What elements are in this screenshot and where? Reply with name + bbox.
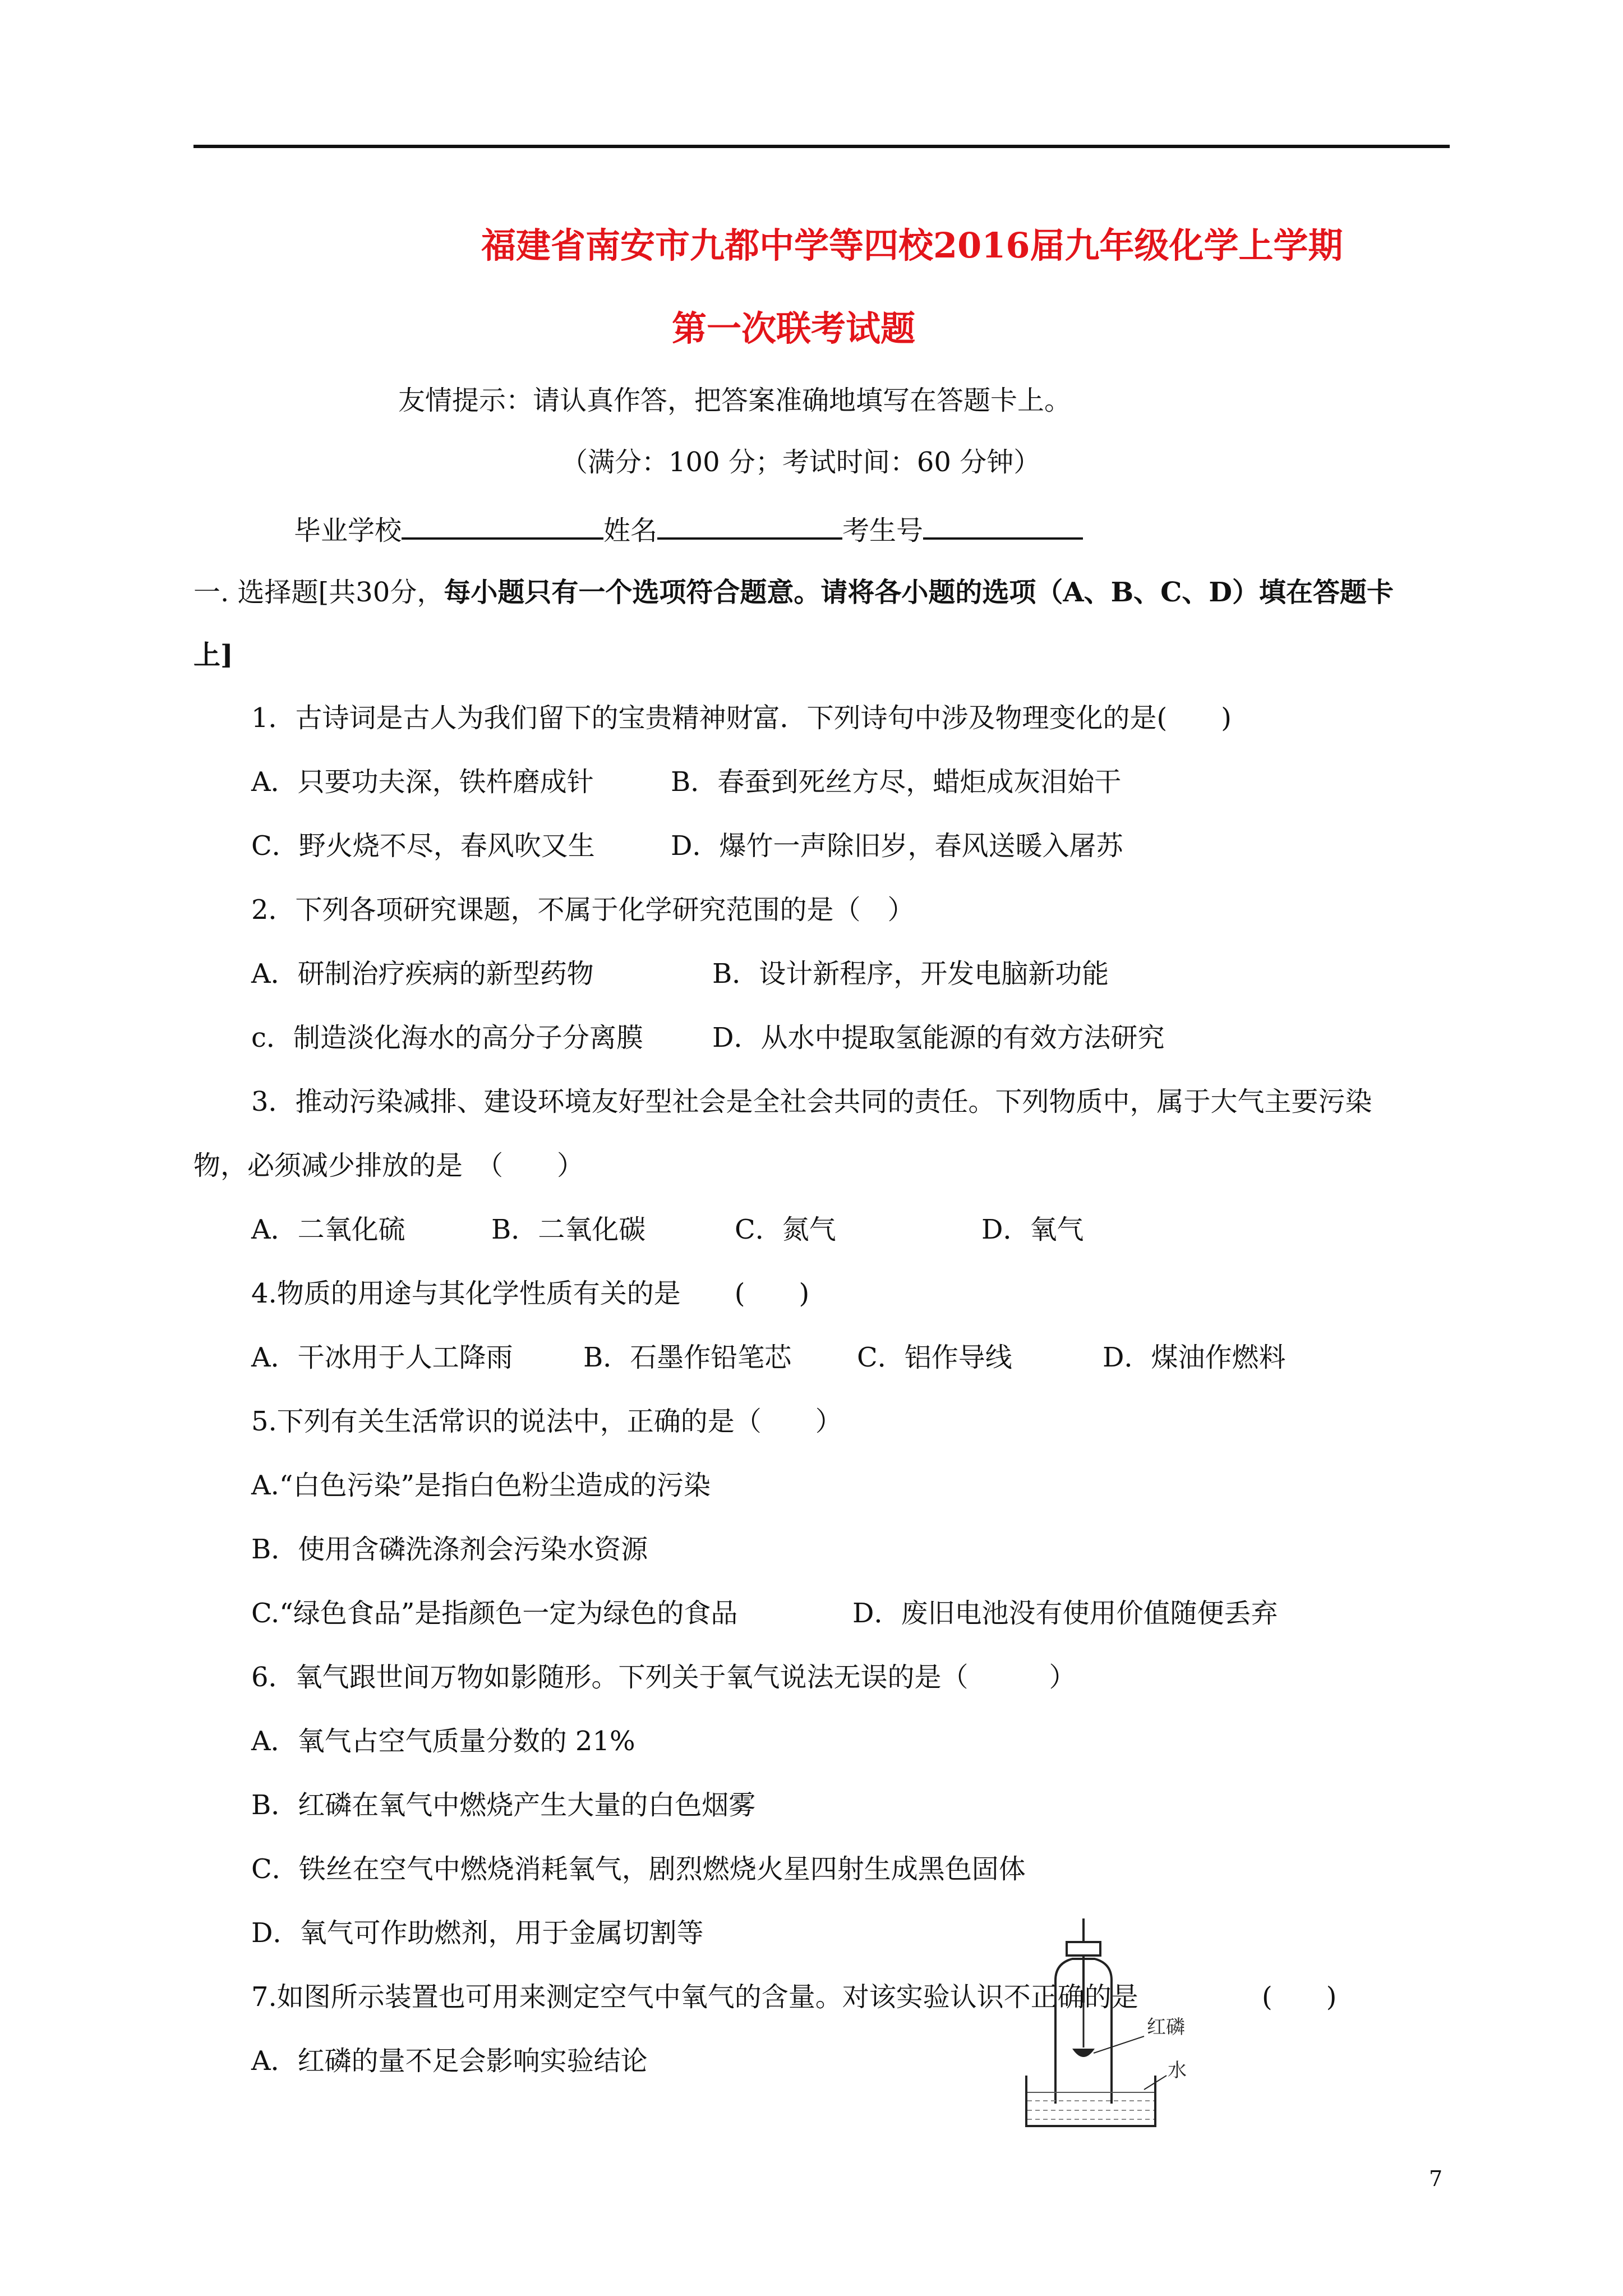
q5-option-d[interactable]: D．废旧电池没有使用价值随便丢弃 bbox=[852, 1598, 1278, 1629]
q1-option-b[interactable]: B．春蚕到死丝方尽，蜡炬成灰泪始干 bbox=[671, 766, 1122, 798]
q3-stem-line2: 物，必须减少排放的是 （ ） bbox=[193, 1150, 584, 1181]
q4-option-a[interactable]: A．干冰用于人工降雨 bbox=[251, 1342, 513, 1373]
tip-text: 友情提示：请认真作答，把答案准确地填写在答题卡上。 bbox=[398, 385, 1072, 416]
section1-heading bbox=[193, 579, 1394, 606]
q6-option-d[interactable]: D．氧气可作助燃剂，用于金属切割等 bbox=[251, 1917, 704, 1949]
q6-option-a[interactable]: A．氧气占空气质量分数的 21% bbox=[251, 1726, 635, 1757]
q7-stem: 7.如图所示装置也可用来测定空气中氧气的含量。对该实验认识不正确的是 bbox=[251, 1981, 1138, 2013]
q6-option-b[interactable]: B．红磷在氧气中燃烧产生大量的白色烟雾 bbox=[251, 1789, 756, 1821]
school-label: 毕业学校 bbox=[294, 515, 402, 546]
student-info-row bbox=[294, 512, 1083, 544]
q5-option-c[interactable]: C.“绿色食品”是指颜色一定为绿色的食品 bbox=[251, 1598, 738, 1629]
exam-title-line2: 第一次联考试题 bbox=[672, 308, 916, 349]
name-label: 姓名 bbox=[603, 515, 658, 546]
q7-answer-paren: ( ) bbox=[1262, 1981, 1337, 2013]
q3-option-b[interactable]: B．二氧化碳 bbox=[491, 1214, 646, 1245]
q3-option-c[interactable]: C．氮气 bbox=[735, 1214, 836, 1245]
page-number: 7 bbox=[1429, 2166, 1443, 2191]
q2-stem: 2．下列各项研究课题，不属于化学研究范围的是（ ） bbox=[251, 894, 915, 926]
oxygen-measurement-apparatus-figure bbox=[1021, 1918, 1234, 2132]
label-water: 水 bbox=[1168, 2059, 1187, 2082]
header-rule bbox=[193, 145, 1450, 148]
q6-stem: 6．氧气跟世间万物如影随形。下列关于氧气说法无误的是（ ） bbox=[251, 1662, 1076, 1693]
q1-stem: 1．古诗词是古人为我们留下的宝贵精神财富．下列诗句中涉及物理变化的是( ) bbox=[251, 702, 1232, 734]
q4-stem: 4.物质的用途与其化学性质有关的是 ( ) bbox=[251, 1278, 810, 1309]
q5-option-b[interactable]: B．使用含磷洗涤剂会污染水资源 bbox=[251, 1534, 648, 1565]
q2-option-d[interactable]: D．从水中提取氢能源的有效方法研究 bbox=[712, 1022, 1165, 1053]
q2-option-a[interactable]: A．研制治疗疾病的新型药物 bbox=[251, 958, 594, 990]
exam-no-blank[interactable] bbox=[923, 512, 1083, 540]
q2-option-b[interactable]: B．设计新程序，开发电脑新功能 bbox=[712, 958, 1109, 990]
q2-option-c[interactable]: c．制造淡化海水的高分子分离膜 bbox=[251, 1022, 643, 1053]
q3-option-a[interactable]: A．二氧化硫 bbox=[251, 1214, 405, 1245]
q3-option-d[interactable]: D．氧气 bbox=[981, 1214, 1084, 1245]
section1-prefix: 一. 选择题[共30分， bbox=[193, 577, 444, 608]
section1-heading-cont: 上] bbox=[193, 639, 233, 671]
section1-instruction: 每小题只有一个选项符合题意。请将各小题的选项（A、B、C、D）填在答题卡 bbox=[444, 577, 1394, 608]
q5-stem: 5.下列有关生活常识的说法中，正确的是（ ） bbox=[251, 1406, 842, 1437]
q5-option-a[interactable]: A.“白色污染”是指白色粉尘造成的污染 bbox=[251, 1470, 711, 1501]
score-time-text: （满分：100 分；考试时间：60 分钟） bbox=[561, 447, 1041, 478]
label-red-phosphorus: 红磷 bbox=[1147, 2016, 1185, 2039]
q4-option-c[interactable]: C．铝作导线 bbox=[857, 1342, 1012, 1373]
q1-option-c[interactable]: C．野火烧不尽，春风吹又生 bbox=[251, 830, 595, 862]
exam-title-line1: 福建省南安市九都中学等四校2016届九年级化学上学期 bbox=[481, 225, 1343, 266]
q1-option-d[interactable]: D．爆竹一声除旧岁，春风送暖入屠苏 bbox=[671, 830, 1123, 862]
school-blank[interactable] bbox=[402, 512, 603, 540]
q6-option-c[interactable]: C．铁丝在空气中燃烧消耗氧气，剧烈燃烧火星四射生成黑色固体 bbox=[251, 1853, 1026, 1885]
name-blank[interactable] bbox=[657, 512, 842, 540]
q7-option-a[interactable]: A．红磷的量不足会影响实验结论 bbox=[251, 2045, 648, 2077]
exam-no-label: 考生号 bbox=[842, 515, 924, 546]
q4-option-b[interactable]: B．石墨作铅笔芯 bbox=[583, 1342, 792, 1373]
q4-option-d[interactable]: D．煤油作燃料 bbox=[1103, 1342, 1286, 1373]
q1-option-a[interactable]: A．只要功夫深，铁杵磨成针 bbox=[251, 766, 594, 798]
q3-stem-line1: 3．推动污染减排、建设环境友好型社会是全社会共同的责任。下列物质中，属于大气主要污染 bbox=[251, 1086, 1372, 1117]
